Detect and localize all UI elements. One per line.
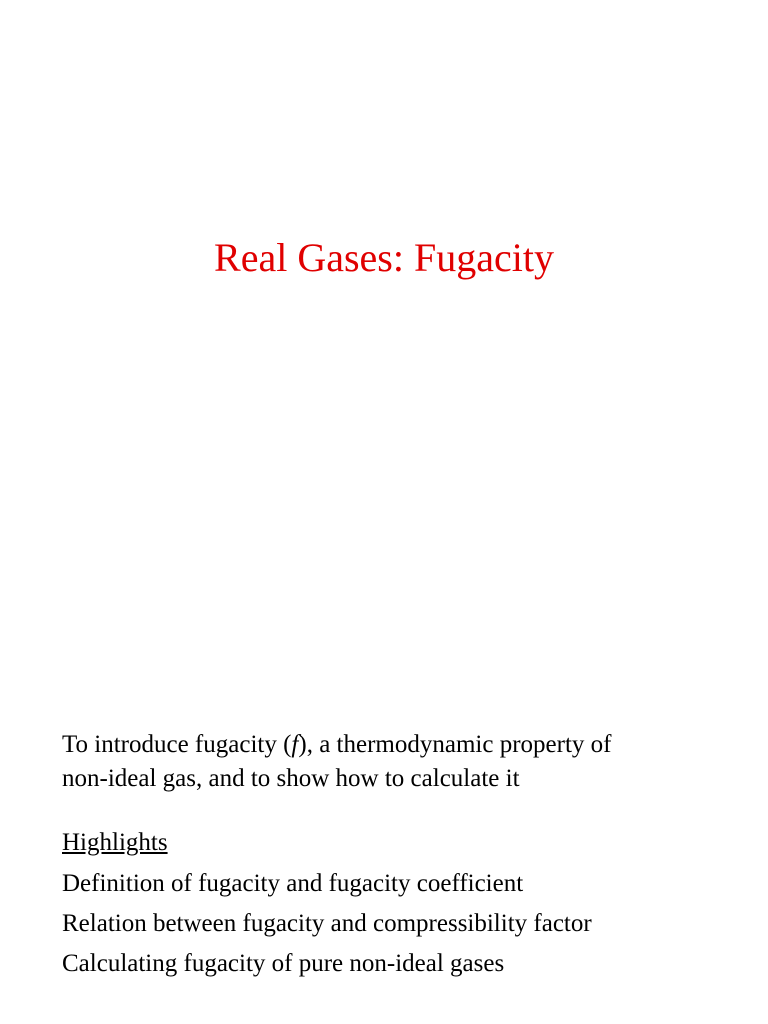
fugacity-symbol: f [291,731,299,758]
intro-text-line2: non-ideal gas, and to show how to calculate it [62,765,520,792]
slide-title: Real Gases: Fugacity [214,235,554,280]
highlights-heading: Highlights [62,829,168,856]
intro-text-start: To introduce fugacity ( [62,731,292,758]
highlight-item: Relation between fugacity and compressibility factor [62,910,592,937]
highlight-item: Calculating fugacity of pure non-ideal gases [62,950,505,977]
highlight-item: Definition of fugacity and fugacity coefficient [62,870,524,897]
highlights-list [62,864,742,984]
intro-paragraph [62,728,742,796]
highlights-section [62,825,742,984]
intro-text-end: ), a thermodynamic property of [298,731,612,758]
